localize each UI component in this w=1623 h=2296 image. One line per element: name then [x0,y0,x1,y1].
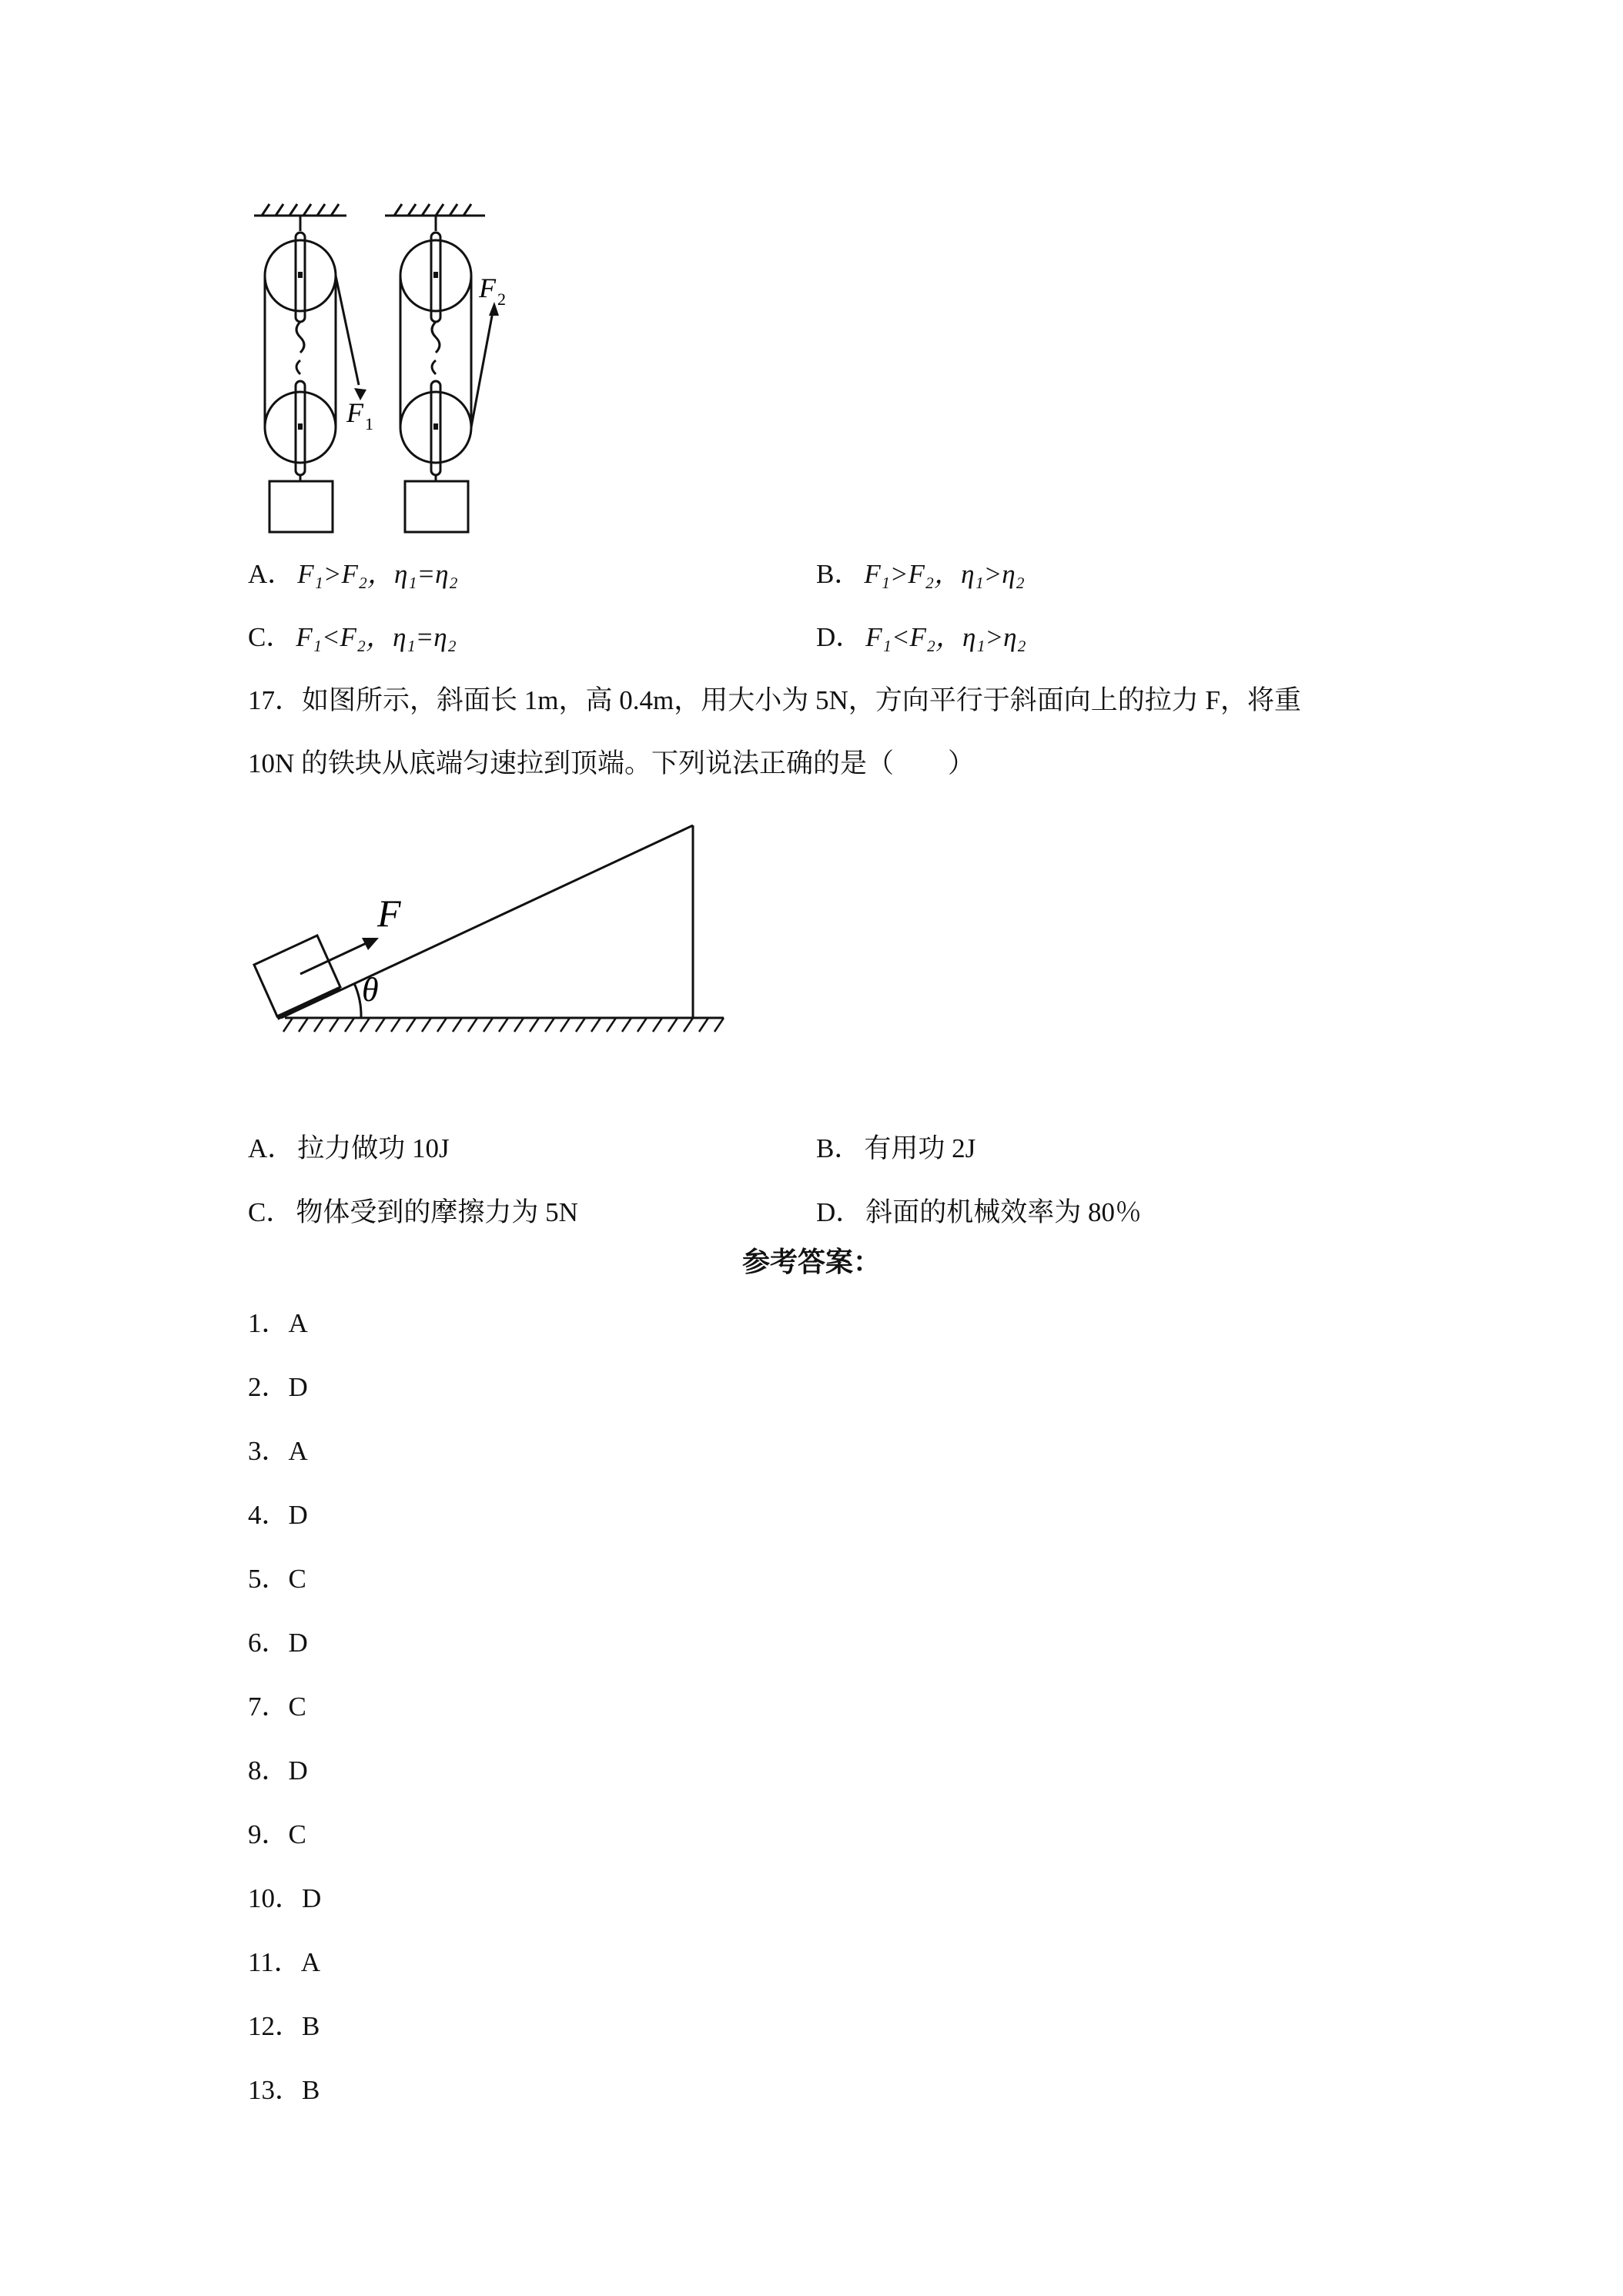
q17-stem-line1: 17．如图所示，斜面长 1m，高 0.4m，用大小为 5N，方向平行于斜面向上的拉力 F，将重 [248,685,1301,715]
label-f1-sub: 1 [365,414,373,433]
answer-item: 9．C [248,1819,306,1849]
answer-item: 7．C [248,1692,306,1722]
label-angle: θ [362,971,379,1009]
q16-option-b: B． F₁>F₂，η₁>η₂ [816,559,1025,589]
answer-item: 2．D [248,1372,308,1402]
q17-option-d: D． 斜面的机械效率为 80％ [816,1197,1143,1227]
q17-stem-line2: 10N 的铁块从底端匀速拉到顶端。下列说法正确的是（ ） [248,748,975,778]
answer-item: 12．B [248,2011,320,2041]
label-f2-sub: 2 [497,290,506,309]
answers-title: 参考答案： [741,1247,881,1278]
answer-item: 10．D [248,1883,322,1913]
q16-option-d: D． F₁<F₂，η₁>η₂ [816,622,1026,652]
answer-item: 5．C [248,1564,306,1594]
answer-item: 11．A [248,1947,320,1977]
answer-item: 6．D [248,1628,308,1658]
incline-figure [246,808,739,1039]
answer-item: 1．A [248,1308,308,1338]
label-f1: F [346,397,363,428]
q17-option-c: C． 物体受到的摩擦力为 5N [248,1197,578,1227]
q16-option-c: C． F₁<F₂，η₁=η₂ [248,622,457,652]
q17-option-a: A． 拉力做功 10J [248,1133,450,1163]
q16-option-a: A． F₁>F₂，η₁=η₂ [248,559,458,589]
answer-item: 8．D [248,1755,308,1786]
pulley-figure [231,192,554,547]
answer-item: 3．A [248,1436,308,1466]
label-f2: F [479,273,496,303]
answer-item: 4．D [248,1500,308,1530]
q17-option-b: B． 有用功 2J [816,1133,976,1163]
label-force: F [377,892,401,935]
answer-item: 13．B [248,2075,320,2105]
